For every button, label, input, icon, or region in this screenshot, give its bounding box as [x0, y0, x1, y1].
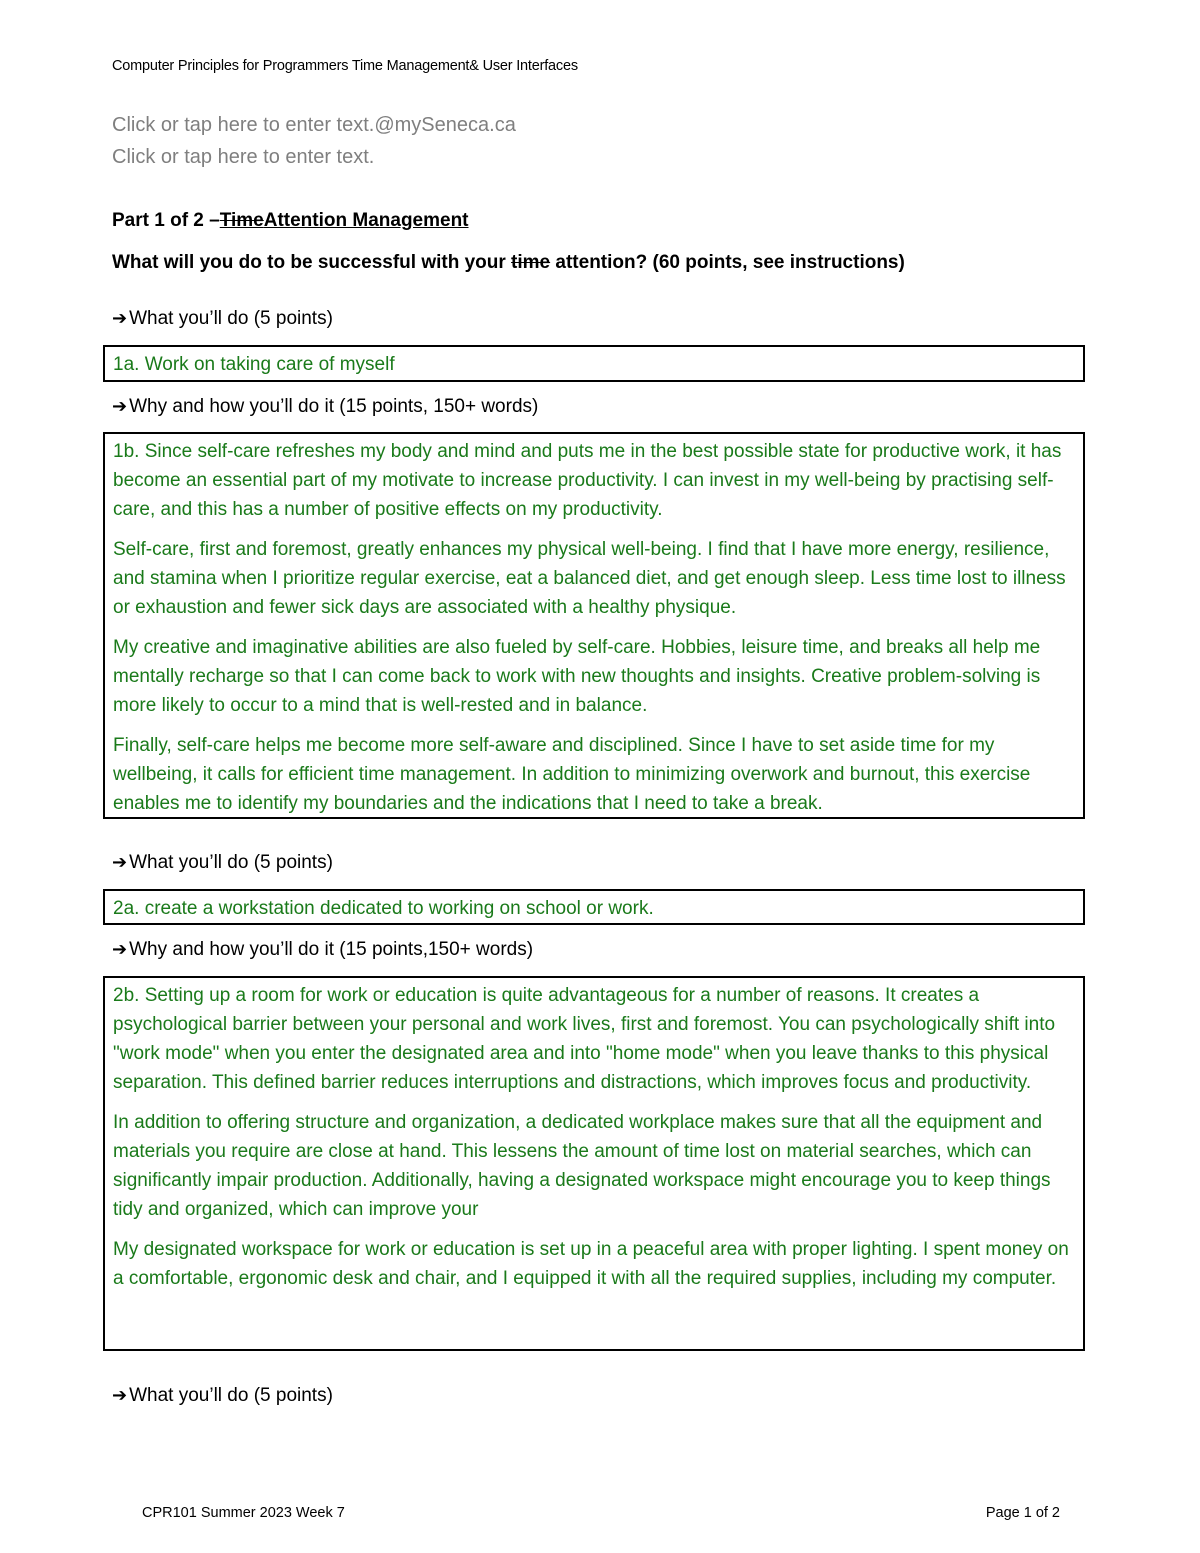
email-suffix: @mySeneca.ca [374, 114, 516, 136]
footer-course: CPR101 Summer 2023 Week 7 [142, 1505, 345, 1521]
email-field[interactable] [112, 114, 516, 137]
arrow-right-icon: ➔ [112, 396, 128, 417]
question-after: attention? (60 points, see instructions) [550, 252, 905, 273]
part-title [112, 210, 469, 232]
arrow-right-icon: ➔ [112, 939, 128, 960]
question-struck-word: time [511, 252, 551, 273]
answer-paragraph: 2b. Setting up a room for work or education is quite advantageous for a number of reasons. It creates a psychological barrier between your personal and work lives, first and foremost. You can psychologically shift into "work mode" when you enter the designated area and into "home mode" when you leave thanks to this physical separation. This defined barrier reduces interruptions and distractions, which improves focus and productivity. [113, 985, 1056, 1093]
name-field[interactable]: Click or tap here to enter text. [112, 146, 375, 168]
what-prompt-3 [112, 1385, 333, 1407]
what-answer-text: 2a. create a workstation dedicated to working on school or work. [113, 898, 654, 919]
why-prompt-label: Why and how you’ll do it (15 points,150+ words) [129, 939, 534, 960]
why-prompt-1 [112, 396, 538, 418]
arrow-right-icon: ➔ [112, 308, 128, 329]
what-prompt-label: What you’ll do (5 points) [129, 308, 333, 329]
why-prompt-label: Why and how you’ll do it (15 points, 150+ words) [129, 396, 539, 417]
answer-paragraph: 1b. Since self-care refreshes my body and mind and puts me in the best possible state for productive work, it has become an essential part of my motivate to increase productivity. I can invest in my well-being by practising self-care, and this has a number of positive effects on my productivity. [113, 441, 1062, 520]
why-answer-box-1[interactable] [103, 432, 1085, 819]
what-prompt-2 [112, 852, 333, 874]
what-prompt-1 [112, 308, 333, 330]
arrow-right-icon: ➔ [112, 1385, 128, 1406]
part-rest: Attention Management [263, 210, 469, 231]
main-question [112, 252, 905, 274]
arrow-right-icon: ➔ [112, 852, 128, 873]
what-answer-box-1[interactable] [103, 345, 1085, 382]
page-header: Computer Principles for Programmers Time Management& User Interfaces [112, 58, 578, 74]
email-placeholder[interactable]: Click or tap here to enter text. [112, 114, 375, 136]
answer-paragraph: My designated workspace for work or education is set up in a peaceful area with proper lighting. I spent money on a comfortable, ergonomic desk and chair, and I equipped it with all the required supplies, including my computer. [113, 1239, 1069, 1289]
part-struck-word: Time [219, 210, 264, 231]
question-before: What will you do to be successful with your [112, 252, 512, 273]
what-answer-box-2[interactable] [103, 889, 1085, 925]
footer-page-number: Page 1 of 2 [985, 1505, 1060, 1521]
answer-paragraph: My creative and imaginative abilities are also fueled by self-care. Hobbies, leisure time, and breaks all help me mentally recharge so that I can come back to work with new thoughts and insights. Creative problem-solving is more likely to occur to a mind that is well-rested and in balance. [113, 637, 1041, 716]
what-answer-text: 1a. Work on taking care of myself [113, 354, 395, 375]
answer-paragraph: In addition to offering structure and organization, a dedicated workplace makes sure that all the equipment and materials you require are close at hand. This lessens the amount of time lost on material searches, which can significantly impair production. Additionally, having a designated workspace might encourage you to keep things tidy and organized, which can improve your [113, 1112, 1051, 1220]
why-prompt-2 [112, 939, 533, 961]
part-prefix: Part 1 of 2 – [112, 210, 220, 231]
answer-paragraph: Finally, self-care helps me become more self-aware and disciplined. Since I have to set aside time for my wellbeing, it calls for efficient time management. In addition to minimizing overwork and burnout, this exercise enables me to identify my boundaries and the indications that I need to take a break. [113, 735, 1031, 814]
what-prompt-label: What you’ll do (5 points) [129, 852, 333, 873]
what-prompt-label: What you’ll do (5 points) [129, 1385, 333, 1406]
answer-paragraph: Self-care, first and foremost, greatly enhances my physical well-being. I find that I have more energy, resilience, and stamina when I prioritize regular exercise, eat a balanced diet, and get enough sleep. Less time lost to illness or exhaustion and fewer sick days are associated with a healthy physique. [113, 539, 1066, 618]
why-answer-box-2[interactable] [103, 976, 1085, 1351]
